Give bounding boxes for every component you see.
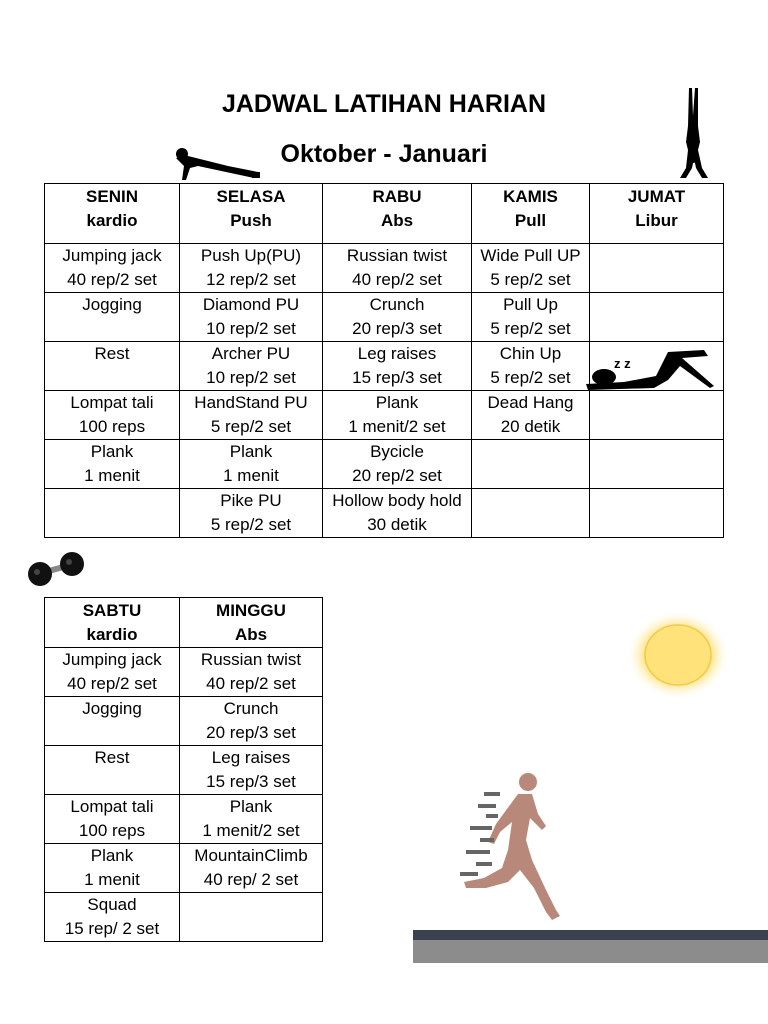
schedule-cell-kamis [472, 293, 590, 342]
exercise-volume: 15 rep/ 2 set [64, 919, 160, 938]
exercise-name: Push Up(PU) [200, 246, 302, 265]
schedule-cell-selasa [180, 244, 323, 293]
exercise-volume: 1 menit/2 set [348, 417, 446, 436]
exercise-volume: 40 rep/2 set [67, 674, 157, 693]
table-row [45, 893, 323, 942]
schedule-cell-kamis [472, 391, 590, 440]
table-row [45, 293, 724, 342]
schedule-cell-kamis [472, 244, 590, 293]
dumbbell-icon [26, 550, 86, 590]
exercise-name: Jumping jack [62, 246, 162, 265]
sleeping-figure-icon [584, 346, 718, 392]
exercise-volume: 15 rep/3 set [352, 368, 442, 387]
column-header-jumat: JUMAT Libur [590, 184, 724, 244]
exercise-volume: 5 rep/2 set [210, 417, 292, 436]
table-row [45, 489, 724, 538]
exercise-name: Plank [90, 846, 134, 865]
exercise-name: Crunch [223, 699, 279, 718]
schedule-cell-senin [45, 244, 180, 293]
exercise-volume: 30 detik [367, 515, 427, 534]
schedule-cell-minggu [180, 697, 323, 746]
exercise-name: Leg raises [357, 344, 437, 363]
exercise-volume: 20 rep/3 set [206, 723, 296, 742]
handstand-figure-icon [676, 86, 710, 180]
exercise-name: Plank [229, 442, 273, 461]
schedule-cell-sabtu [45, 844, 180, 893]
exercise-volume: 1 menit [223, 466, 279, 485]
exercise-volume: 10 rep/2 set [206, 319, 296, 338]
schedule-cell-minggu [180, 746, 323, 795]
exercise-volume: 5 rep/2 set [490, 319, 571, 338]
exercise-name: MountainClimb [194, 846, 308, 865]
exercise-name: Archer PU [211, 344, 291, 363]
exercise-name: Pull Up [503, 295, 558, 314]
schedule-cell-jumat [590, 293, 724, 342]
exercise-volume: 40 rep/2 set [206, 674, 296, 693]
schedule-cell-rabu [323, 489, 472, 538]
exercise-name: Hollow body hold [332, 491, 462, 510]
exercise-name: Bycicle [370, 442, 424, 461]
page-subtitle: Oktober - Januari [280, 140, 488, 168]
exercise-name: Rest [94, 748, 130, 767]
table-row [45, 844, 323, 893]
exercise-volume: 5 rep/2 set [210, 515, 292, 534]
sleep-z-text: z z [614, 356, 631, 371]
exercise-volume: 10 rep/2 set [206, 368, 296, 387]
table-row [45, 795, 323, 844]
exercise-name: Wide Pull UP [480, 246, 581, 265]
schedule-cell-kamis [472, 489, 590, 538]
schedule-cell-selasa [180, 440, 323, 489]
exercise-volume: 5 rep/2 set [490, 270, 571, 289]
schedule-cell-minggu [180, 893, 323, 942]
exercise-volume: 1 menit [84, 870, 140, 889]
page-title: JADWAL LATIHAN HARIAN [221, 90, 547, 118]
schedule-cell-senin [45, 440, 180, 489]
exercise-name: Jogging [82, 295, 142, 314]
schedule-cell-rabu [323, 244, 472, 293]
schedule-cell-minggu [180, 648, 323, 697]
exercise-name: Dead Hang [487, 393, 574, 412]
exercise-name: HandStand PU [194, 393, 308, 412]
table-header-row [45, 598, 323, 648]
exercise-name: Russian twist [200, 650, 302, 669]
schedule-cell-selasa [180, 391, 323, 440]
exercise-name: Plank [90, 442, 134, 461]
schedule-cell-rabu [323, 391, 472, 440]
exercise-volume: 5 rep/2 set [490, 368, 571, 387]
schedule-cell-sabtu [45, 746, 180, 795]
exercise-volume: 40 rep/2 set [352, 270, 442, 289]
exercise-name: Jumping jack [62, 650, 162, 669]
schedule-cell-rabu [323, 293, 472, 342]
schedule-cell-jumat [590, 440, 724, 489]
schedule-cell-sabtu [45, 648, 180, 697]
weekend-schedule-table [44, 597, 323, 942]
table-row [45, 746, 323, 795]
column-header-kamis: KAMIS Pull [472, 184, 590, 244]
column-header-minggu: MINGGU Abs [180, 598, 323, 648]
schedule-cell-sabtu [45, 893, 180, 942]
track-top-edge [413, 930, 768, 940]
exercise-volume: 1 menit [84, 466, 140, 485]
exercise-volume: 20 detik [500, 417, 561, 436]
schedule-cell-rabu [323, 440, 472, 489]
exercise-volume: 100 reps [78, 417, 146, 436]
table-row [45, 697, 323, 746]
table-row [45, 391, 724, 440]
running-track [413, 930, 768, 963]
schedule-cell-senin [45, 391, 180, 440]
table-header-row [45, 184, 724, 244]
runner-figure-icon [456, 770, 566, 924]
exercise-volume: 40 rep/2 set [67, 270, 157, 289]
table-row [45, 648, 323, 697]
column-header-selasa: SELASA Push [180, 184, 323, 244]
schedule-cell-senin [45, 342, 180, 391]
schedule-cell-senin [45, 293, 180, 342]
schedule-cell-kamis [472, 342, 590, 391]
exercise-volume: 20 rep/3 set [352, 319, 442, 338]
exercise-name: Pike PU [220, 491, 282, 510]
schedule-cell-jumat [590, 244, 724, 293]
exercise-name: Plank [375, 393, 419, 412]
schedule-cell-senin [45, 489, 180, 538]
schedule-cell-sabtu [45, 795, 180, 844]
exercise-name: Diamond PU [202, 295, 300, 314]
exercise-name: Rest [94, 344, 130, 363]
exercise-name: Chin Up [499, 344, 562, 363]
schedule-cell-kamis [472, 440, 590, 489]
exercise-name: Squad [87, 895, 137, 914]
table-row [45, 440, 724, 489]
schedule-cell-jumat [590, 489, 724, 538]
exercise-volume: 100 reps [78, 821, 146, 840]
schedule-cell-minggu [180, 844, 323, 893]
schedule-cell-jumat [590, 391, 724, 440]
schedule-cell-selasa [180, 342, 323, 391]
exercise-volume: 1 menit/2 set [202, 821, 300, 840]
column-header-sabtu: SABTU kardio [45, 598, 180, 648]
schedule-cell-selasa [180, 293, 323, 342]
schedule-cell-selasa [180, 489, 323, 538]
sun-icon [626, 610, 730, 700]
table-row [45, 244, 724, 293]
schedule-cell-sabtu [45, 697, 180, 746]
column-header-senin: SENIN kardio [45, 184, 180, 244]
exercise-volume: 40 rep/ 2 set [203, 870, 299, 889]
exercise-name: Russian twist [346, 246, 448, 265]
exercise-name: Plank [229, 797, 273, 816]
exercise-name: Lompat tali [70, 797, 154, 816]
exercise-name: Leg raises [211, 748, 291, 767]
exercise-volume: 12 rep/2 set [206, 270, 296, 289]
exercise-name: Lompat tali [70, 393, 154, 412]
exercise-name: Crunch [369, 295, 425, 314]
column-header-rabu: RABU Abs [323, 184, 472, 244]
schedule-cell-rabu [323, 342, 472, 391]
exercise-volume: 20 rep/2 set [352, 466, 442, 485]
exercise-name: Jogging [82, 699, 142, 718]
schedule-cell-minggu [180, 795, 323, 844]
exercise-volume: 15 rep/3 set [206, 772, 296, 791]
pushup-figure-icon [168, 146, 262, 182]
